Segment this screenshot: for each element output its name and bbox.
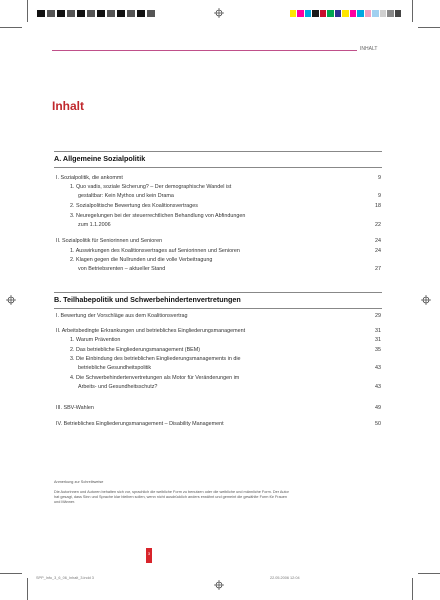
footnote-heading: Anmerkung zur Schreibweise: [54, 480, 104, 484]
color-swatch: [357, 10, 363, 17]
toc-entry-label[interactable]: 2. Das betriebliche Eingliederungsmanagement (BEM): [70, 347, 201, 353]
color-swatch: [312, 10, 318, 17]
color-swatch: [342, 10, 348, 17]
toc-entry-page[interactable]: 22: [375, 222, 381, 228]
section-heading-a: A. Allgemeine Sozialpolitik: [54, 154, 146, 163]
toc-entry-page[interactable]: 35: [375, 347, 381, 353]
color-swatch: [380, 10, 386, 17]
color-bar: [290, 10, 402, 17]
toc-entry-label[interactable]: IV. Betriebliches Eingliederungsmanagement – Disability Management: [56, 421, 224, 427]
section-rule: [54, 151, 382, 152]
color-swatch: [327, 10, 333, 17]
toc-entry-label[interactable]: Arbeits- und Gesundheitsschutz?: [78, 384, 158, 390]
toc-entry-label[interactable]: 1. Auswirkungen des Koalitionsvertrages auf Seniorinnen und Senioren: [70, 248, 240, 254]
crop-mark: [27, 578, 28, 600]
toc-entry-page[interactable]: 9: [378, 175, 381, 181]
registration-mark-top: [214, 8, 224, 18]
crop-mark: [0, 573, 22, 574]
section-rule: [54, 167, 382, 168]
color-swatch: [350, 10, 356, 17]
toc-entry-label[interactable]: 1. Warum Prävention: [70, 337, 121, 343]
toc-entry-page[interactable]: 43: [375, 384, 381, 390]
toc-entry-label[interactable]: 2. Klagen gegen die Nullrunden und die volle Verbeitragung: [70, 257, 213, 263]
registration-mark-right: [421, 295, 431, 305]
color-swatch: [372, 10, 378, 17]
toc-entry-label[interactable]: I. Sozialpolitik, die ankommt: [56, 175, 123, 181]
header-label: INHALT: [360, 46, 378, 52]
gray-scale-bar: [37, 10, 157, 17]
toc-entry-page[interactable]: 24: [375, 238, 381, 244]
toc-entry-label[interactable]: III. SBV-Wahlen: [56, 405, 94, 411]
color-swatch: [305, 10, 311, 17]
color-swatch: [365, 10, 371, 17]
registration-mark-left: [6, 295, 16, 305]
page-title: Inhalt: [52, 99, 84, 113]
toc-entry-label[interactable]: II. Arbeitsbedingte Erkrankungen und betriebliches Eingliederungsmanagement: [56, 328, 246, 334]
toc-entry-label[interactable]: I. Bewertung der Vorschläge aus dem Koalitionsvertrag: [56, 313, 188, 319]
header-rule: [52, 50, 357, 51]
page-number-box: [146, 548, 152, 563]
color-swatch: [297, 10, 303, 17]
registration-mark-bottom: [214, 580, 224, 590]
toc-entry-page[interactable]: 24: [375, 248, 381, 254]
color-swatch: [290, 10, 296, 17]
page-number: 3: [147, 551, 151, 556]
section-heading-b: B. Teilhabepolitik und Schwerbehindertenvertretungen: [54, 295, 241, 304]
footnote-line: Die Autorinnen und Autoren behalten sich vor, sprachlich die weibliche Form zu benutzen oder die weibliche und männliche Form. Der Autor: [54, 490, 289, 494]
color-swatch: [387, 10, 393, 17]
toc-entry-page[interactable]: 49: [375, 405, 381, 411]
toc-entry-label[interactable]: 1. Quo vadis, soziale Sicherung? – Der demographische Wandel ist: [70, 184, 232, 190]
slug-timestamp: 22.05.2006 12:04: [270, 576, 300, 580]
toc-entry-page[interactable]: 50: [375, 421, 381, 427]
toc-entry-page[interactable]: 31: [375, 328, 381, 334]
toc-entry-label[interactable]: gestaltbar: Kein Mythos und kein Drama: [78, 193, 174, 199]
crop-mark: [0, 27, 22, 28]
toc-entry-label[interactable]: 3. Die Einbindung des betrieblichen Eingliederungsmanagements in die: [70, 356, 241, 362]
toc-entry-label[interactable]: II. Sozialpolitik für Seniorinnen und Senioren: [56, 238, 163, 244]
toc-entry-label[interactable]: 2. Sozialpolitische Bewertung des Koalitionsvertrages: [70, 203, 198, 209]
section-rule: [54, 292, 382, 293]
toc-entry-page[interactable]: 31: [375, 337, 381, 343]
toc-entry-label[interactable]: 3. Neuregelungen bei der steuerrechtlichen Behandlung von Abfindungen: [70, 213, 246, 219]
toc-entry-page[interactable]: 29: [375, 313, 381, 319]
crop-mark: [418, 573, 440, 574]
crop-mark: [418, 27, 440, 28]
color-swatch: [320, 10, 326, 17]
crop-mark: [27, 0, 28, 22]
color-swatch: [395, 10, 401, 17]
toc-entry-label[interactable]: von Betriebsrenten – aktueller Stand: [78, 266, 166, 272]
toc-entry-label[interactable]: zum 1.1.2006: [78, 222, 111, 228]
toc-entry-page[interactable]: 9: [378, 193, 381, 199]
toc-entry-label[interactable]: betriebliche Gesundheitspolitik: [78, 365, 152, 371]
crop-mark: [412, 578, 413, 600]
footnote-line: hat gesagt, dass Sinn und Sprache klar bleiben sollen, wenn nicht ausdrücklich anders erwähnt und gemeint die gewählte Form für Frauen: [54, 495, 288, 499]
footnote-line: und Männer.: [54, 500, 76, 504]
crop-mark: [412, 0, 413, 22]
toc-entry-page[interactable]: 18: [375, 203, 381, 209]
color-swatch: [335, 10, 341, 17]
toc-entry-page[interactable]: 27: [375, 266, 381, 272]
toc-entry-page[interactable]: 43: [375, 365, 381, 371]
toc-entry-label[interactable]: 4. Die Schwerbehindertenvertretungen als Motor für Veränderungen im: [70, 375, 240, 381]
section-rule: [54, 308, 382, 309]
slug-filename: SPP_Info_3_6_06_Inhalt_3.indd 3: [36, 576, 94, 580]
